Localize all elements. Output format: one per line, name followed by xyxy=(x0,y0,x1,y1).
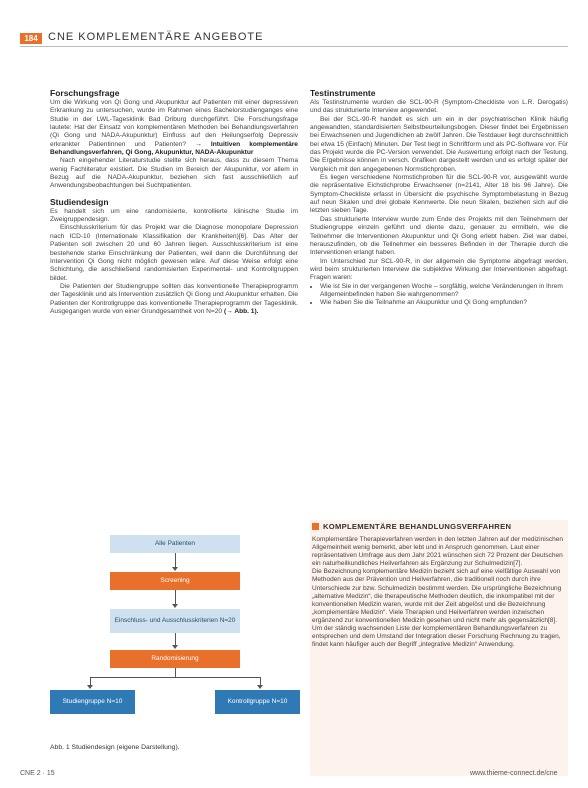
left-text-column xyxy=(50,88,298,316)
info-box-heading: KOMPLEMENTÄRE BEHANDLUNGSVERFAHREN xyxy=(323,522,512,531)
paragraph: Nach eingehender Literaturstudie stellte sich heraus, dass zu diesem Thema wenig Fachliteratur existiert. Die Studien im Bereich der Akupunktur, vor allem in Bezug auf die NADA-Akupunktur, beziehen sich fast ausschließlich auf Anwendungsbeobachtungen bei Suchtpatienten. xyxy=(50,157,298,190)
arrow-head xyxy=(257,685,263,689)
right-text-column xyxy=(310,88,568,308)
running-header-title: CNE KOMPLEMENTÄRE ANGEBOTE xyxy=(48,31,264,43)
heading-testinstrumente: Testinstrumente xyxy=(310,88,376,98)
arrow-head xyxy=(172,604,178,608)
paragraph: Als Testinstrumente wurden die SCL-90-R (Symptom-Checkliste von L.R. Derogatis) und das strukturierte Interview angewendet. xyxy=(310,99,568,115)
paragraph: Um die Wirkung von Qi Gong und Akupunktur auf Patienten mit einer depressiven Erkrankung zu untersuchen, wurde im Rahmen eines Bachelorstudienganges eine Studie in der LWL-Tagesklinik Bad Driburg durchgeführt. Die Forschungsfrage lautete: Hat der Einsatz von komplementären Methoden bei Behandlungsverfahren (Qi Gong und NADA-Akupunktur) Einfluss auf den Heilungserfolg Depressiv erkrankter Patientinnen und Patienten? → Intuitiven komplementäre Behandlungsverfahren, Qi Gong, Akupunktur, NADA-Akupunktur xyxy=(50,99,298,157)
page-number-tag: 184 xyxy=(20,33,42,44)
paragraph: Die Patienten der Studiengruppe sollten das konventionelle Therapieprogramm der Tagesklinik und als Intervention zusätzlich Qi Gong und Akupunktur erhalten. Die Patienten der Kontrollgruppe das konventionelle Therapieprogramm der Tagesklinik. Ausgegangen wurde von einer Grundgesamtheit von N=20 (→ Abb. 1). xyxy=(50,282,298,315)
figure-caption: Abb. 1 Studiendesign (eigene Darstellung). xyxy=(50,744,180,751)
study-design-flowchart xyxy=(50,520,298,740)
box-study-group: Studiengruppe N=10 xyxy=(50,690,135,714)
arrow-head xyxy=(172,567,178,571)
list-item: • Wie haben Sie die Teilnahme an Akupunktur und Qi Gong empfunden? xyxy=(320,299,568,307)
flow-split-line xyxy=(90,677,260,678)
heading-forschungsfrage: Forschungsfrage xyxy=(50,88,120,98)
box-marker-icon xyxy=(312,523,319,530)
list-item: • Wie ist Sie in der vergangenen Woche – sorgfältig, welche Veränderungen in Ihrem Allgemeinbefinden haben Sie wahrgenommen? xyxy=(320,283,568,300)
flow-arrow xyxy=(175,668,176,677)
box-screening: Screening xyxy=(110,572,240,590)
paragraph: Komplementäre Therapieverfahren werden in den letzten Jahren auf der medizinischen Allgemeinheit wenig bemerkt, aber lebt und in Anspruch genommen. Laut einer repräsentativen Umfrage aus dem Jahr 2021 wünschen sich 72 Prozent der Deutschen ein naturheilkundliches Heilverfahren als Ergänzung zur Schulmedizin[7]. xyxy=(312,536,563,568)
paragraph: Um der ständig wachsenden Liste der komplementären Behandlungsverfahren zu entsprechen und dem Umstand der Integration dieser Forschung Rechnung zu tragen, findet kann häufiger auch der Begriff „integrative Medizin“ Anwendung. xyxy=(312,625,561,649)
heading-studiendesign: Studiendesign xyxy=(50,196,109,207)
paragraph: Die Bezeichnung komplementäre Medizin bezieht sich auf eine vielfältige Auswahl von Methoden aus der Prävention und Heilverfahren, die traditionell noch durch ihre Unterschiede zur bzw. Schulmedizin bestimmt werden. Die ursprüngliche Bezeichnung „alternative Medizin“, die therapeutische Methoden deutlich, die inkompatibel mit der konventionellen Medizin waren, wurde mit der Zeit abgelöst und die Bezeichnung „komplementäre Medizin“. Viele Therapien und Heilverfahren werden inzwischen ergänzend zur konventionellen Medizin gesehen und nicht mehr als gegensätzlich[8]. xyxy=(312,568,562,624)
paragraph: Im Unterschied zur SCL-90-R, in der allgemein die Symptome abgefragt werden, wird beim strukturierten Interview die subjektive Wirkung der Interventionen abgefragt. Fragen waren: xyxy=(310,257,568,282)
footer-url: www.thieme-connect.de/cne xyxy=(470,770,558,777)
box-randomisation: Randomisierung xyxy=(110,650,240,668)
arrow-head xyxy=(87,685,93,689)
arrow-head xyxy=(172,645,178,649)
box-control-group: Kontrollgruppe N=10 xyxy=(215,690,300,714)
question-list xyxy=(310,283,568,308)
box-all-patients: Alle Patienten xyxy=(110,535,240,553)
paragraph: Bei der SCL-90-R handelt es sich um ein in der psychiatrischen Klinik häufig angewandten, standardisierten Selbstbeurteilungsbogen. Dieser findet bei Ergebnissen bei Erwachsenen und Jugendlichen ab zwölf Jahren. Die Testdauer liegt durchschnittlich bei etwa 15 (Einfach) Minuten. Der Test liegt in Schriftform und als PC-Software vor. Für das Projekt wurde die PC-Version verwendet. Die Auswertung erfolgt nach der Testung. Die Ergebnisse können in versch. Grafiken dargestellt werden und es erfolgt später der Vergleich mit den angegebenen Normstichproben. xyxy=(310,115,568,173)
header-divider xyxy=(20,46,568,47)
paragraph: Einschlusskriterium für das Projekt war die Diagnose monopolare Depression nach ICD-10 (Internationale Klassifikation der Krankheiten)[6]. Das Alter der Patienten soll zwischen 20 und 60 Jahren liegen. Ausschlusskriterium ist eine bestehende starke Einschränkung der Patienten, weil dann die Durchführung der Intervention Qi Gong nicht möglich gewesen wäre. Auf diese Weise erfolgt eine Schichtung, die anschließend randomisierten Experimental- und Kontrollgruppen bildet. xyxy=(50,224,298,282)
box-selection-criteria: Einschluss- und Ausschlusskriterien N=20 xyxy=(110,609,240,633)
keywords: → Intuitiven komplementäre Behandlungsverfahren, Qi Gong, Akupunktur, NADA-Akupunktur xyxy=(50,140,298,157)
paragraph: Es handelt sich um eine randomisierte, kontrollierte klinische Studie im Zweigruppendesign. xyxy=(50,207,298,224)
paragraph: Es liegen verschiedene Normstichproben für die SCL-90-R vor, ausgewählt wurde die repräsentative Eichstichprobe Erwachsener (n=2141, Alter 18 bis 96 Jahre). Die Symptom-Checkliste erfasst in Übersicht die psychische Symptombelastung in Bezug auf neun Skalen und drei globale Kennwerte. Die neun Skalen, beziehen sich auf die letzten sieben Tage. xyxy=(310,174,568,215)
paragraph: Das strukturierte Interview wurde zum Ende des Projekts mit den Teilnehmern der Studiengruppe einzeln geführt und diente dazu, genauer zu ermitteln, wie die Teilnehmer die Interventionen Akupunktur und Qi Gong erlebt haben. Ziel war dabei, herauszufinden, ob die Teilnehmer ein besseres Befinden in der Therapie durch die Interventionen erlangt haben. xyxy=(310,215,568,257)
info-box-text xyxy=(312,536,566,649)
footer-issue: CNE 2 · 15 xyxy=(20,770,55,777)
figure-reference: (→ Abb. 1). xyxy=(223,307,259,315)
